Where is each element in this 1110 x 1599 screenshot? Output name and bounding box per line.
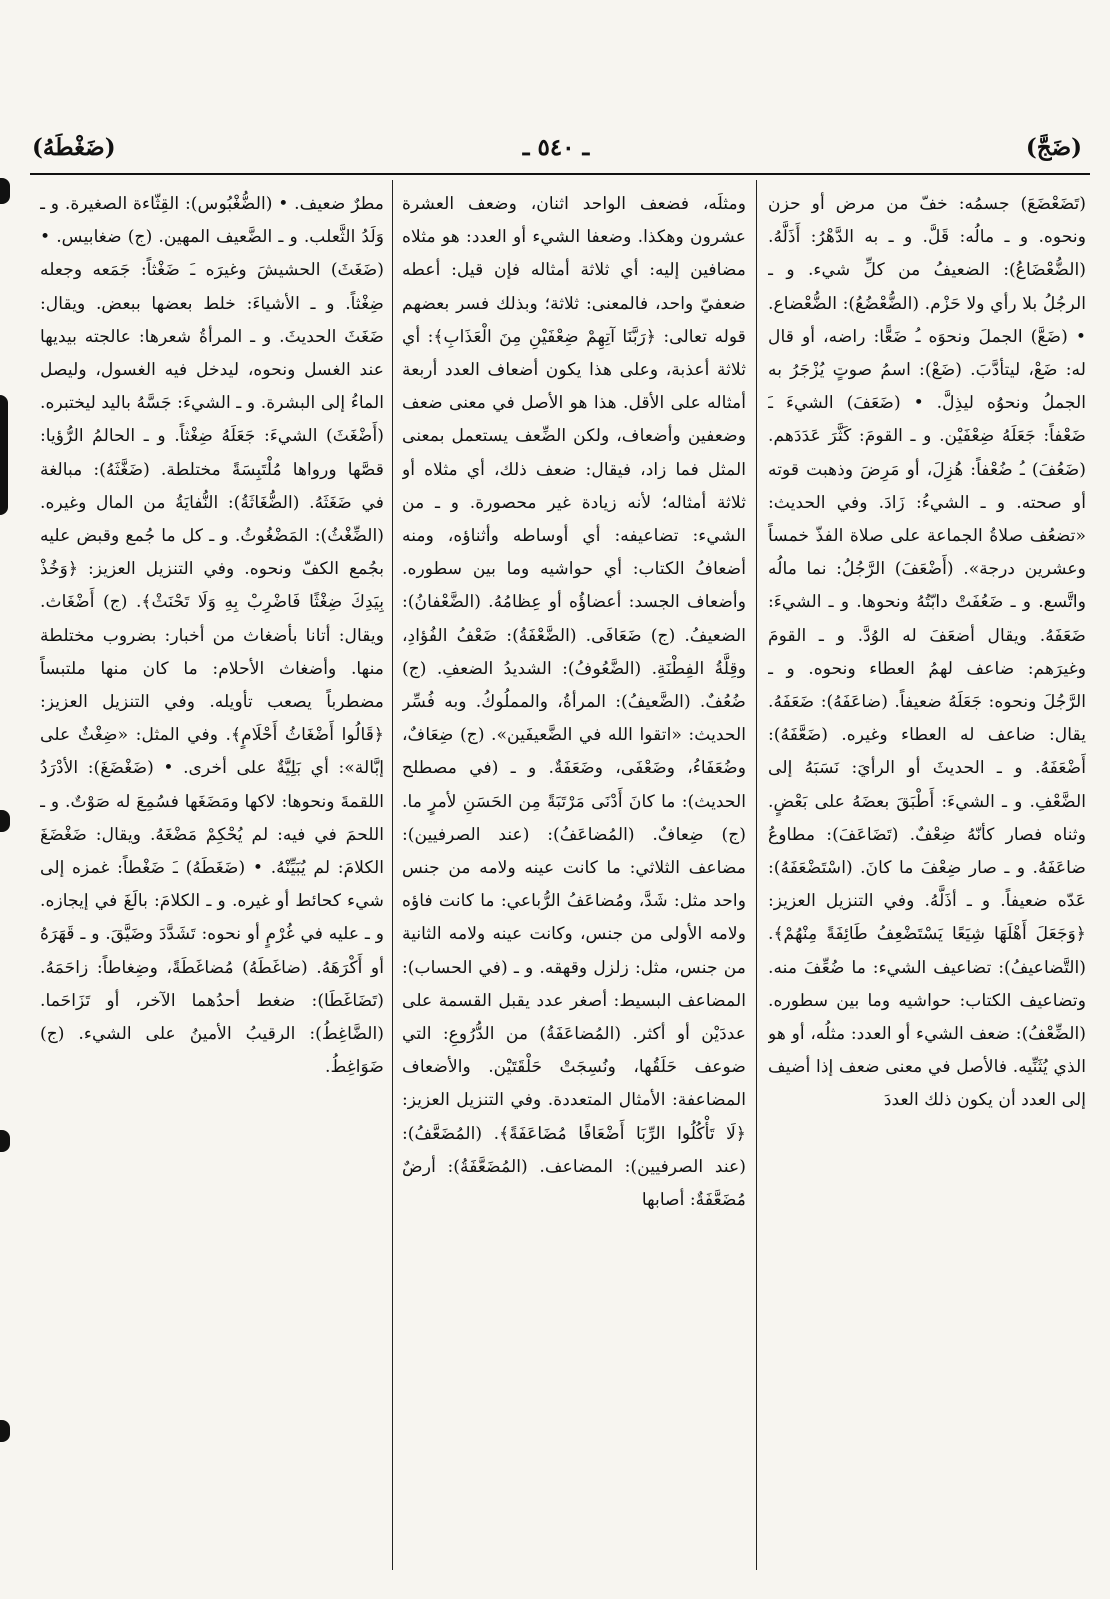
header-rule <box>30 173 1090 175</box>
header-first-entry: (ضَجَّ) <box>1025 134 1082 161</box>
column-left-text: مطرٌ ضعيف. • (الضُّغْبُوس): القِثّاءة الصغيرة. و ـ وَلَدُ الثَّعلب. و ـ الضَّعيف المهين. (ج) ضغابيس. • (ضَغَثَ) الحشيشَ وغيرَه ـَ ضَغْثاً: جَمَعه وجعله ضِغْثاً. و ـ الأشياءَ: خلط بعضها ببعض. ويقال: ضَغَثَ الحديثَ. و ـ المرأةُ شعرها: عالجته بيديها عند الغسل ونحوه، ليدخل فيه الغسول، وليصل الماءُ إلى البشرة. و ـ الشيءَ: جَسَّهُ باليد ليختبره. (أَضْغَثَ) الشيءَ: جَعَلَهُ ضِغْثاً. و ـ الحالمُ الرُّؤيا: قصَّها ورواها مُلْتَبِسَةً مختلطة. (ضَغَّثَهُ): مبالغة في ضَغَثَهُ. (الضُّغَاثَةُ): النُّفايَةُ من المال وغيره. (الضِّغْثُ): المَضْغُوثُ. و ـ كل ما جُمع وقبض عليه بجُمع الكفّ ونحوه. وفي التنزيل العزيز: ﴿وَخُذْ بِيَدِكَ ضِغْثًا فَاضْرِبْ بِهِ وَلَا تَحْنَثْ﴾. (ج) أَضْغَاث. ويقال: أتانا بأضغاث من أخبار: بضروب مختلطة منها. وأضغاث الأحلام: ما كان منها ملتبساً مضطرباً يصعب تأويله. وفي التنزيل العزيز: ﴿قَالُوا أَضْغَاثُ أَحْلَامٍ﴾. وفي المثل: «ضِغْثٌ على إبَّالة»: أي بَلِيَّةٌ على أخرى. • (ضَغْضَغَ): الأدْرَدُ اللقمةَ ونحوها: لاكها ومَضَغَها فسُمِعَ له صَوْتٌ. و ـ اللحمَ في فيه: لم يُحْكِمْ مَضْغَهُ. ويقال: ضَغْضَغَ الكلامَ: لم يُبَيِّنْهُ. • (ضَغَطَهُ) ـَ ضَغْطاً: غمزه إلى شيء كحائط أو غيره. و ـ الكلامَ: بالَغَ في إيجازه. و ـ عليه في غُرْمٍ أو نحوه: تَشَدَّدَ وضَيَّقَ. و ـ قَهَرَهُ أو أَكْرَهَهُ. (ضاغَطَهُ) مُضاغَطَةً، وضِغاطاً: زاحَمَهُ. (تَضَاغَطَا): ضغط أحدُهما الآخر، أو تَزَاحَما. (الضَّاغِطُ): الرقيبُ الأمينُ على الشيء. (ج) ضَوَاغِطُ. <box>40 194 384 1078</box>
column-right-text: (تَضَعْضَعَ) جسمُه: خفّ من مرض أو حزن ونحوه. و ـ مالُه: قَلَّ. و ـ به الدَّهْرُ: أَذَلَّهُ. (الضُّعْضَاعُ): الضعيفُ من كلِّ شيء. و ـ الرجُلُ بلا رأي ولا حَزْم. (الضُّعْضُعُ): الضُّعْضاع. • (ضَعَّ) الجملَ ونحوَه ـُ ضَعًّا: راضه، أو قال له: ضَعْ، ليتأدَّبَ. (ضَعْ): اسمُ صوتٍ يُزْجَرُ به الجملُ ونحوُه ليذِلَّ. • (ضَعَفَ) الشيءَ ـَ ضَعْفاً: جَعَلَهُ ضِعْفَيْن. و ـ القومَ: كَثَّرَ عَدَدَهم. (ضَعُفَ) ـُ ضُعْفاً: هُزِلَ، أو مَرِضَ وذهبت قوته أو صحته. و ـ الشيءُ: زَادَ. وفي الحديث: «تضعُف صلاةُ الجماعة على صلاة الفذّ خمساً وعشرين درجة». (أَضْعَفَ) الرَّجُلُ: نما مالُه واتَّسع. و ـ ضَعُفَتْ دابّتُهُ ونحوها. و ـ الشيءَ: ضَعَفَهُ. ويقال أضعَفَ له الوُدَّ. و ـ القومَ وغيرَهم: ضاعف لهمُ العطاء ونحوه. و ـ الرَّجُلَ ونحوه: جَعَلَهُ ضعيفاً. (ضاعَفَهُ): ضَعَفَهُ. يقال: ضاعف له العطاء وغيره. (ضَعَّفَهُ): أَضْعَفَهُ. و ـ الحديثَ أو الرأيَ: نَسَبَهُ إلى الضَّعْفِ. و ـ الشيءَ: أَطْبَقَ بعضَهُ على بَعْضٍ. وثناه فصار كأنّهُ ضِعْفٌ. (تَضَاعَفَ): مطاوعُ ضاعَفَهُ. و ـ صار ضِعْفَ ما كانَ. (اسْتَضْعَفَهُ): عَدّه ضعيفاً. و ـ أذَلَّهُ. وفي التنزيل العزيز: ﴿وَجَعَلَ أَهْلَهَا شِيَعًا يَسْتَضْعِفُ طَائِفَةً مِنْهُمْ﴾. (التَّضاعيفُ): تضاعيف الشيء: ما ضُعِّفَ منه. وتضاعيف الكتاب: حواشيه وما بين سطوره. (الضِّعْفُ): ضعف الشيء أو العدد: مثلُه، أو هو الذي يُثَنِّيه. فالأصل في معنى ضعف إذا أضيف إلى العدد أن يكون ذلك العددَ <box>768 194 1086 1111</box>
column-right <box>768 188 1086 1568</box>
column-divider-left <box>392 180 393 1570</box>
margin-ink-mark <box>0 178 10 204</box>
page-number: ـ ٥٤٠ ـ <box>522 134 590 161</box>
margin-ink-mark <box>0 810 10 832</box>
margin-ink-mark <box>0 1130 10 1152</box>
header-last-entry: (ضَغْطَهُ) <box>32 134 116 161</box>
page-header <box>22 134 1090 174</box>
dictionary-page <box>22 0 1090 1599</box>
margin-ink-mark <box>0 1420 10 1442</box>
column-middle-text: ومثلَه، فضعف الواحد اثنان، وضعف العشرة عشرون وهكذا. وضعفا الشيء أو العدد: هو مثلاه مضافين إليه: أي ثلاثة أمثاله فإن قيل: أعطه ضعفيّ واحد، فالمعنى: ثلاثة؛ وبذلك فسر بعضهم قوله تعالى: ﴿رَبَّنَا آتِهِمْ ضِعْفَيْنِ مِنَ الْعَذَابِ﴾: أي ثلاثة أعذبة، وعلى هذا يكون أضعاف العدد أربعة أمثاله على الأقل. هذا هو الأصل في معنى ضعف وضعفين وأضعاف، ولكن الضِّعف يستعمل بمعنى المثل فما زاد، فيقال: ضعف ذلك، أي مثلاه أو ثلاثة أمثاله؛ لأنه زيادة غير محصورة. و ـ من الشيء: تضاعيفه: أي أوساطه وأثناؤه، ومنه أضعافُ الكتاب: أي حواشيه وما بين سطوره. وأضعاف الجسد: أعضاؤُه أو عِظامُهُ. (الضَّعْفانُ): الضعيفُ. (ج) ضَعَافَى. (الضَّعْفَةُ): ضَعْفُ الفُؤادِ، وقِلَّةُ الفِطْنَةِ. (الضَّعُوفُ): الشديدُ الضعفِ. (ج) ضُعُفٌ. (الضَّعيفُ): المرأةُ، والمملُوكُ. وبه فُسِّر الحديث: «اتقوا الله في الضَّعيفَين». (ج) ضِعَافٌ، وضُعَفَاءُ، وضَعْفَى، وضَعَفَةٌ. و ـ (في مصطلح الحديث): ما كانَ أَدْنَى مَرْتَبَةً مِن الحَسَنِ لأمرٍ ما. (ج) ضِعافٌ. (المُضاعَفُ): (عند الصرفيين): مضاعف الثلاثي: ما كانت عينه ولامه من جنس واحد مثل: شَدَّ، ومُضاعَفُ الرُّباعي: ما كانت فاؤه ولامه الأولى من جنس، وكانت عينه ولامه الثانية من جنس، مثل: زلزل وقهقه. و ـ (في الحساب): المضاعف البسيط: أصغر عدد يقبل القسمة على عددَيْن أو أكثر. (المُضاعَفَةُ) من الدُّرُوعِ: التي ضوعف حَلَقُها، ونُسِجَتْ حَلْقَتَيْن. والأضعاف المضاعفة: الأمثال المتعددة. وفي التنزيل العزيز: ﴿لَا تَأْكُلُوا الرِّبَا أَضْعَافًا مُضَاعَفَةً﴾. (المُضَعَّفُ): (عند الصرفيين): المضاعف. (المُضَعَّفَةُ): أرضٌ مُضَعَّفَةٌ: أصابها <box>402 194 746 1211</box>
column-divider-right <box>756 180 757 1570</box>
margin-ink-mark <box>0 395 8 515</box>
column-middle <box>402 188 746 1568</box>
column-left <box>40 188 384 1568</box>
